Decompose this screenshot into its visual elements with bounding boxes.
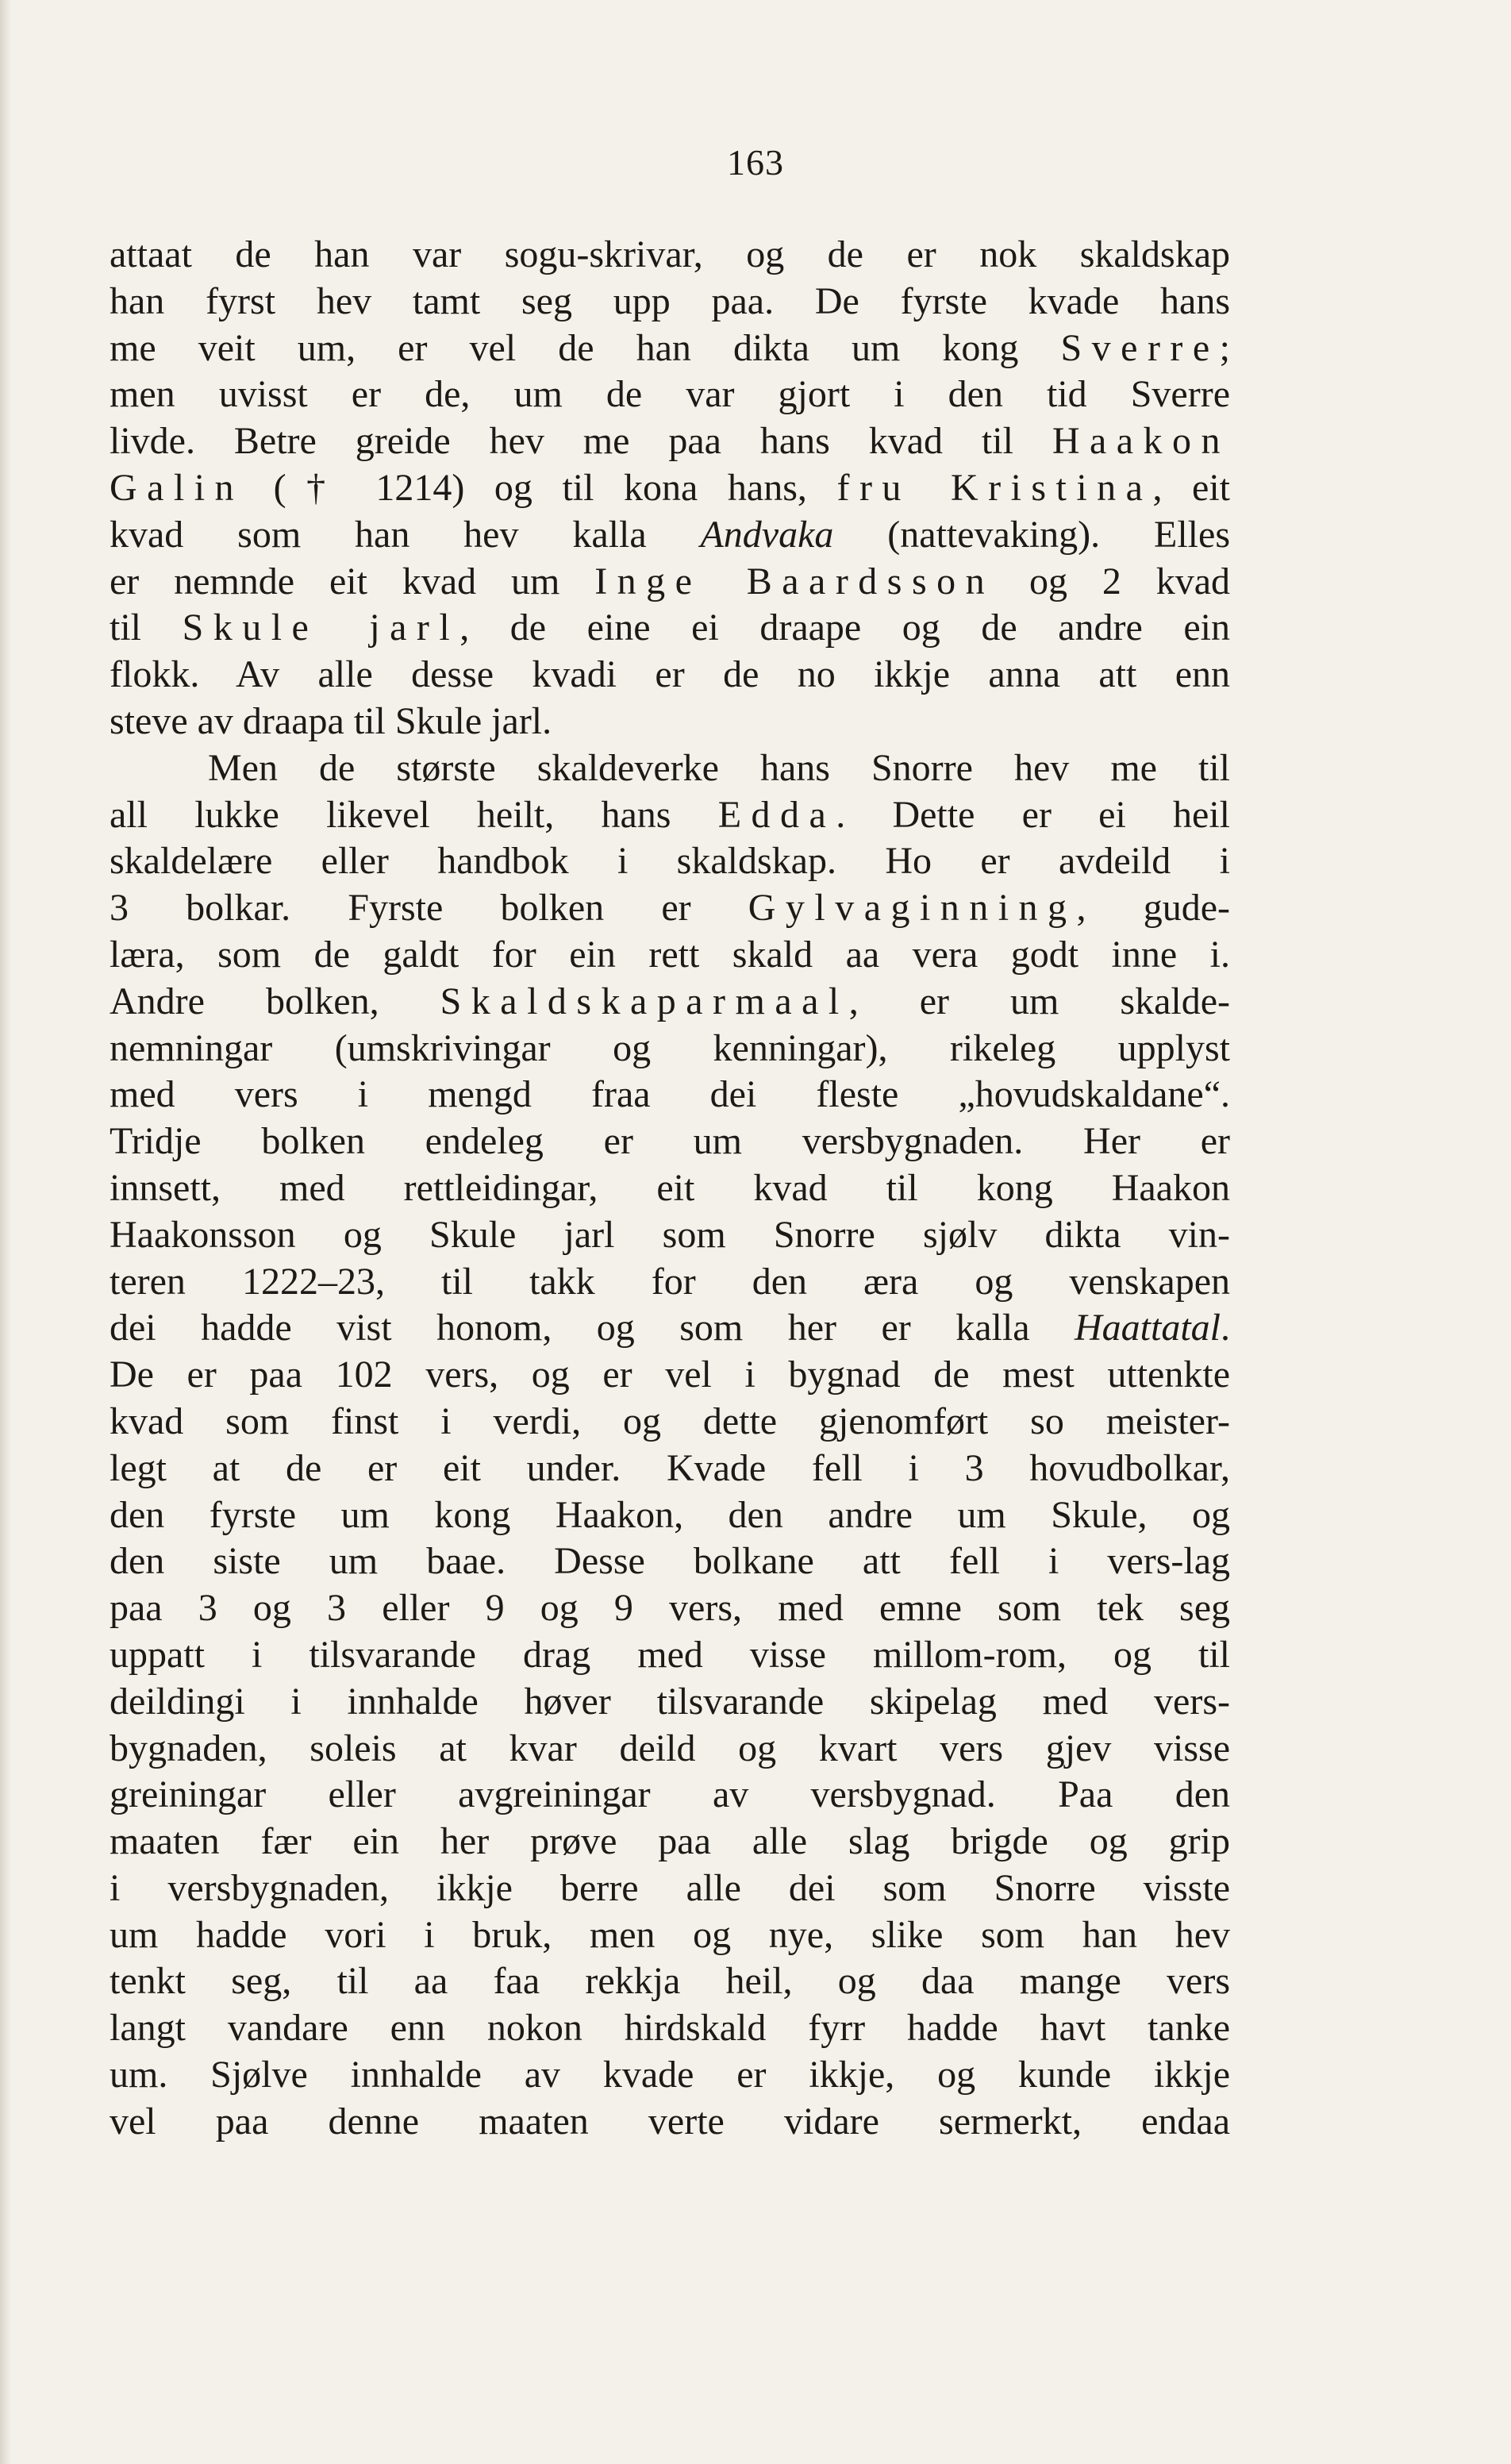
text-segment: flokk. Av alle desse kvadi er de no ikkje anna att enn [110,653,1230,696]
text-segment: kvad som finst i verdi, og dette gjenomført so meister- [110,1399,1230,1442]
text-segment: i versbygnaden, ikkje berre alle dei som Snorre visste [110,1866,1230,1909]
text-segment: me veit um, er vel de han dikta um kong [110,326,1061,369]
text-segment: nemningar (umskrivingar og kenningar), rikeleg upplyst [110,1026,1230,1069]
text-segment: De er paa 102 vers, og er vel i bygnad de mest uttenkte [110,1353,1230,1396]
spaced-name-text: Edda [717,793,836,836]
text-segment: tenkt seg, til aa faa rekkja heil, og daa mange vers [110,1960,1230,2003]
text-segment: skaldelære eller handbok i skaldskap. Ho er avdeild i [110,840,1230,883]
text-line [110,418,1230,465]
page-binding-edge [0,0,11,2464]
text-segment: han fyrst hev tamt seg upp paa. De fyrste kvade hans [110,279,1230,322]
text-segment: med vers i mengd fraa dei fleste „hovudskaldane“. [110,1073,1230,1116]
text-line [110,745,1230,792]
text-segment: Haakonsson og Skule jarl som Snorre sjølv dikta vin- [110,1213,1230,1256]
text-segment: kvad som han hev kalla [110,513,701,556]
text-line [110,792,1230,839]
text-segment: livde. Betre greide hev me paa hans kvad til [110,420,1052,463]
text-line [110,1819,1230,1865]
text-segment: attaat de han var sogu-skrivar, og de er nok skaldskap [110,233,1230,275]
text-line [110,1679,1230,1726]
text-segment: men uvisst er de, um de var gjort i den tid Sverre [110,373,1230,416]
text-line [110,2005,1230,2052]
text-segment: Men de største skaldeverke hans Snorre hev me til [208,746,1230,789]
text-line [110,1259,1230,1306]
text-segment: um. Sjølve innhalde av kvade er ikkje, og kunde ikkje [110,2054,1230,2096]
text-line [110,699,1230,745]
text-line [110,979,1230,1026]
text-line [110,885,1230,932]
text-segment: steve av draapa til Skule jarl. [110,699,552,742]
text-line [110,1072,1230,1118]
text-line [110,279,1230,325]
text-segment: . [1221,1307,1230,1349]
text-line [110,1165,1230,1212]
spaced-name-text: Sverre [1060,326,1220,369]
text-segment: dei hadde vist honom, og som her er kalla [110,1307,1075,1349]
text-segment: Andre bolken, [110,980,440,1022]
text-line [110,1632,1230,1679]
text-line [110,1726,1230,1773]
text-line [110,1446,1230,1492]
text-segment: maaten fær ein her prøve paa alle slag brigde og grip [110,1820,1230,1863]
body-text [110,232,1230,2146]
text-segment: den fyrste um kong Haakon, den andre um Skule, og [110,1493,1230,1536]
spaced-name-text: fru Kristina [836,466,1153,509]
text-line [110,1026,1230,1072]
text-line [110,559,1230,606]
text-segment: all lukke likevel heilt, hans [110,793,718,836]
text-segment: til [110,606,183,649]
text-segment: deildingi i innhalde høver tilsvarande skipelag med vers- [110,1680,1230,1723]
text-line [110,1212,1230,1259]
text-segment: den siste um baae. Desse bolkane att fell i vers-lag [110,1540,1230,1583]
text-line [110,838,1230,885]
text-segment: , er um skalde- [848,980,1230,1022]
text-segment: innsett, med rettleidingar, eit kvad til kong Haakon [110,1166,1230,1209]
spaced-name-text: Skaldskaparmaal [440,980,849,1022]
text-segment: vel paa denne maaten verte vidare sermerkt, endaa [110,2100,1230,2143]
italic-text: Haattatal [1074,1307,1221,1349]
text-line [110,465,1230,512]
text-segment: greiningar eller avgreiningar av versbygnad. Paa den [110,1773,1230,1816]
text-line [110,325,1230,372]
text-line [110,2099,1230,2146]
text-segment: uppatt i tilsvarande drag med visse millom-rom, og til [110,1633,1230,1676]
text-line [110,1399,1230,1446]
spaced-name-text: Gylvaginning [748,887,1077,930]
spaced-name-text: Inge Baardsson [594,560,995,603]
text-segment: († 1214) og til kona hans, [244,466,837,509]
page-number: 163 [727,142,784,183]
spaced-name-text: Galin [110,466,244,509]
text-line [110,1352,1230,1399]
text-line [110,1305,1230,1352]
text-segment: , de eine ei draape og de andre ein [459,606,1230,649]
text-line [110,1772,1230,1819]
text-line [110,232,1230,279]
text-segment: , eit [1152,466,1230,509]
text-line [110,605,1230,652]
text-line [110,372,1230,418]
text-segment: læra, som de galdt for ein rett skald aa vera godt inne i. [110,933,1230,976]
text-segment: teren 1222–23, til takk for den æra og venskapen [110,1260,1230,1303]
text-line [110,2052,1230,2099]
text-segment: og 2 kvad [994,560,1230,603]
italic-text: Andvaka [700,513,834,556]
text-line [110,1538,1230,1585]
text-segment: ; [1219,326,1230,369]
text-line [110,932,1230,979]
text-segment: paa 3 og 3 eller 9 og 9 vers, med emne som tek seg [110,1587,1230,1630]
text-line [110,1958,1230,2005]
text-segment: (nattevaking). Elles [833,513,1230,556]
spaced-name-text: Skule jarl [182,606,460,649]
text-segment: 3 bolkar. Fyrste bolken er [110,887,748,930]
text-line [110,1492,1230,1539]
text-line [110,1865,1230,1912]
text-segment: , gude- [1076,887,1230,930]
spaced-name-text: Haakon [1052,420,1230,463]
text-segment: Tridje bolken endeleg er um versbygnaden. Her er [110,1120,1230,1163]
text-line [110,1585,1230,1632]
text-segment: er nemnde eit kvad um [110,560,595,603]
text-segment: um hadde vori i bruk, men og nye, slike som han hev [110,1913,1230,1956]
text-line [110,1118,1230,1165]
text-segment: . Dette er ei heil [836,793,1230,836]
text-line [110,512,1230,559]
text-line [110,1912,1230,1959]
text-segment: legt at de er eit under. Kvade fell i 3 hovudbolkar, [110,1446,1230,1489]
text-segment: langt vandare enn nokon hirdskald fyrr hadde havt tanke [110,2007,1230,2050]
text-line [110,652,1230,699]
text-segment: bygnaden, soleis at kvar deild og kvart vers gjev visse [110,1727,1230,1769]
